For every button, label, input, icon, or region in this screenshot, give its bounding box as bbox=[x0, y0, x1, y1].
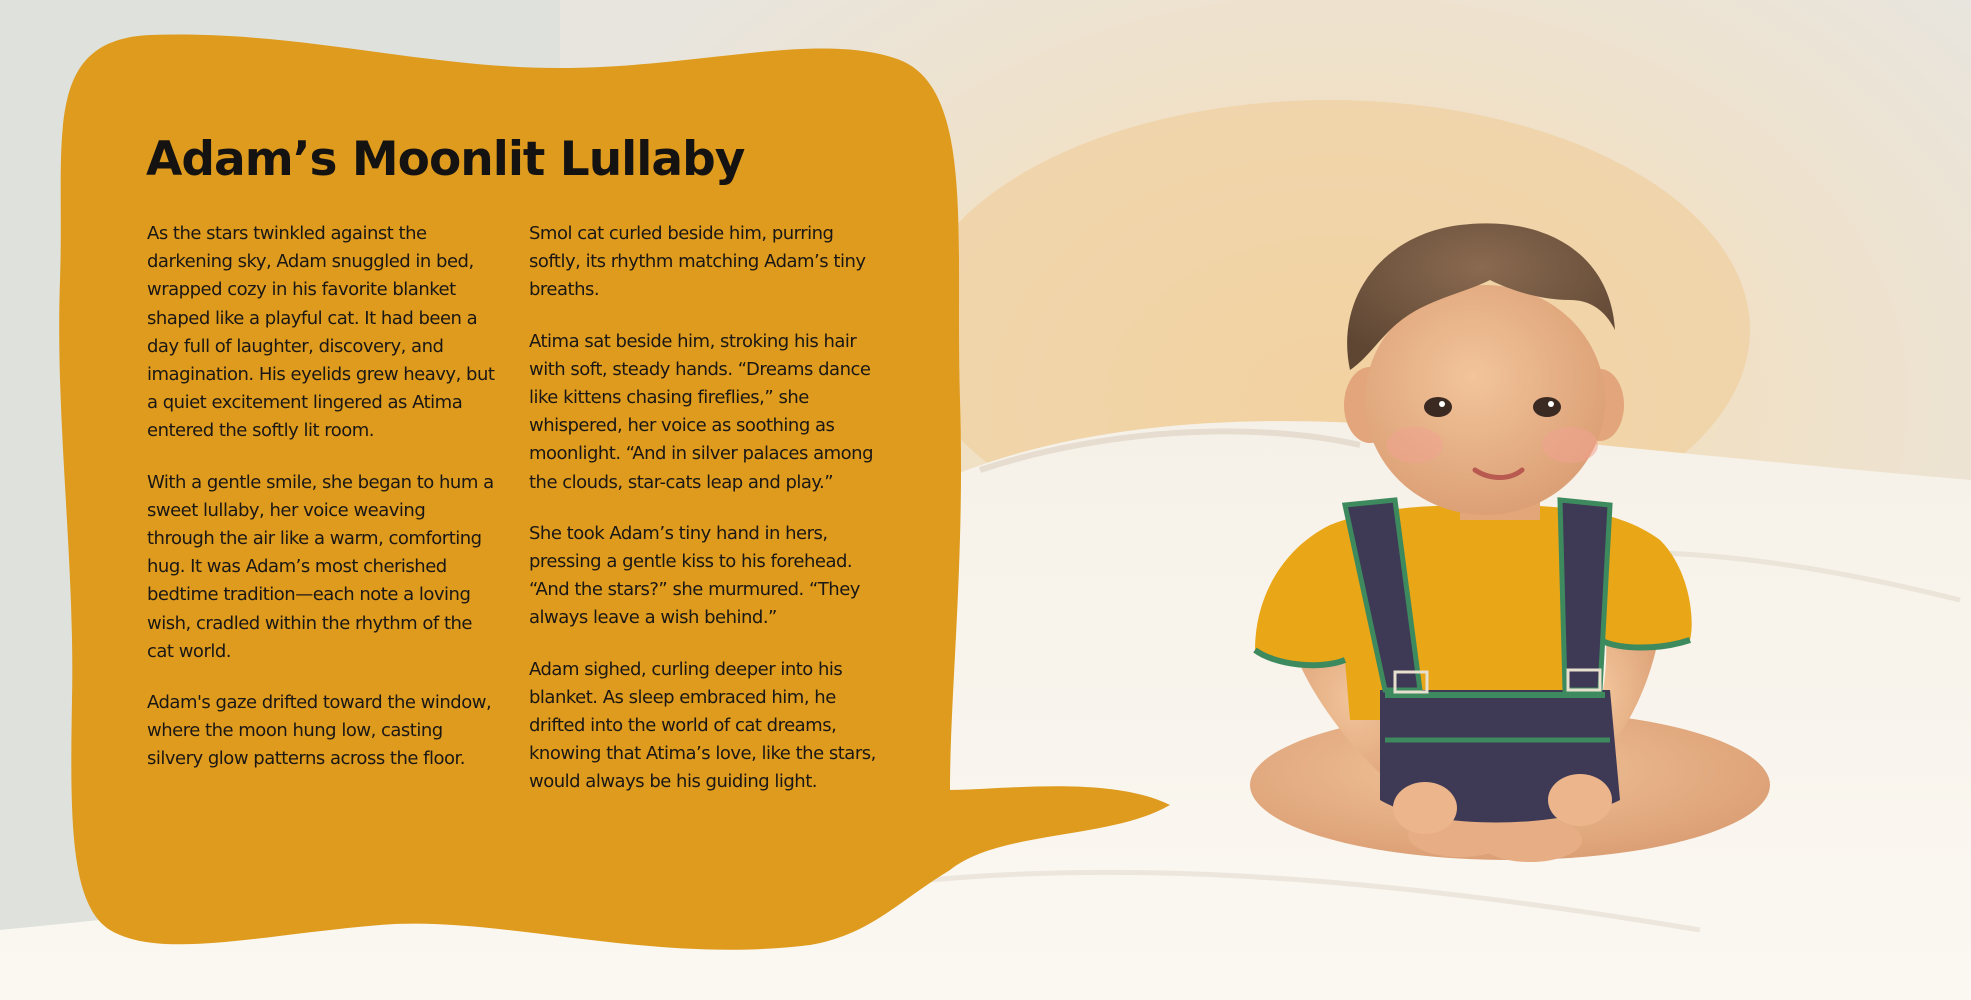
baby-cheek-right bbox=[1542, 427, 1598, 463]
baby-hand-left bbox=[1393, 782, 1457, 834]
baby-eye-left bbox=[1424, 397, 1452, 417]
eye-highlight bbox=[1548, 401, 1554, 407]
story-paragraph: As the stars twinkled against the darkening sky, Adam snuggled in bed, wrapped cozy in his favorite blanket shaped like a playful cat. It had been a day full of laughter, discovery, and imagination. His eyelids grew heavy, but a quiet excitement lingered as Atima entered the softly lit room. bbox=[147, 223, 495, 442]
story-column-left bbox=[147, 220, 497, 797]
story-paragraph: With a gentle smile, she began to hum a sweet lullaby, her voice weaving through the air like a warm, comforting hug. It was Adam’s most cherished bedtime tradition—each note a loving wish, cradled within the rhythm of the cat world. bbox=[147, 471, 494, 662]
eye-highlight bbox=[1439, 401, 1445, 407]
story-title: Adam’s Moonlit Lullaby bbox=[146, 132, 745, 187]
story-column-right bbox=[529, 220, 879, 820]
overall-strap-right bbox=[1560, 500, 1610, 690]
baby-foot-right bbox=[1478, 818, 1582, 862]
story-paragraph: Atima sat beside him, stroking his hair with soft, steady hands. “Dreams dance like kittens chasing fireflies,” she whispered, her voice as soothing as moonlight. “And in silver palaces among the clouds, star-cats leap and play.” bbox=[529, 330, 874, 493]
story-paragraph: Adam's gaze drifted toward the window, where the moon hung low, casting silvery glow patterns across the floor. bbox=[147, 692, 492, 770]
story-paragraph: Smol cat curled beside him, purring softly, its rhythm matching Adam’s tiny breaths. bbox=[529, 223, 866, 301]
baby-eye-right bbox=[1533, 397, 1561, 417]
story-paragraph: Adam sighed, curling deeper into his blanket. As sleep embraced him, he drifted into the world of cat dreams, knowing that Atima’s love, like the stars, would always be his guiding light. bbox=[529, 658, 876, 793]
baby-hand-right bbox=[1548, 774, 1612, 826]
baby-cheek-left bbox=[1387, 427, 1443, 463]
story-paragraph: She took Adam’s tiny hand in hers, pressing a gentle kiss to his forehead. “And the stars?” she murmured. “They always leave a wish behind.” bbox=[529, 522, 860, 629]
